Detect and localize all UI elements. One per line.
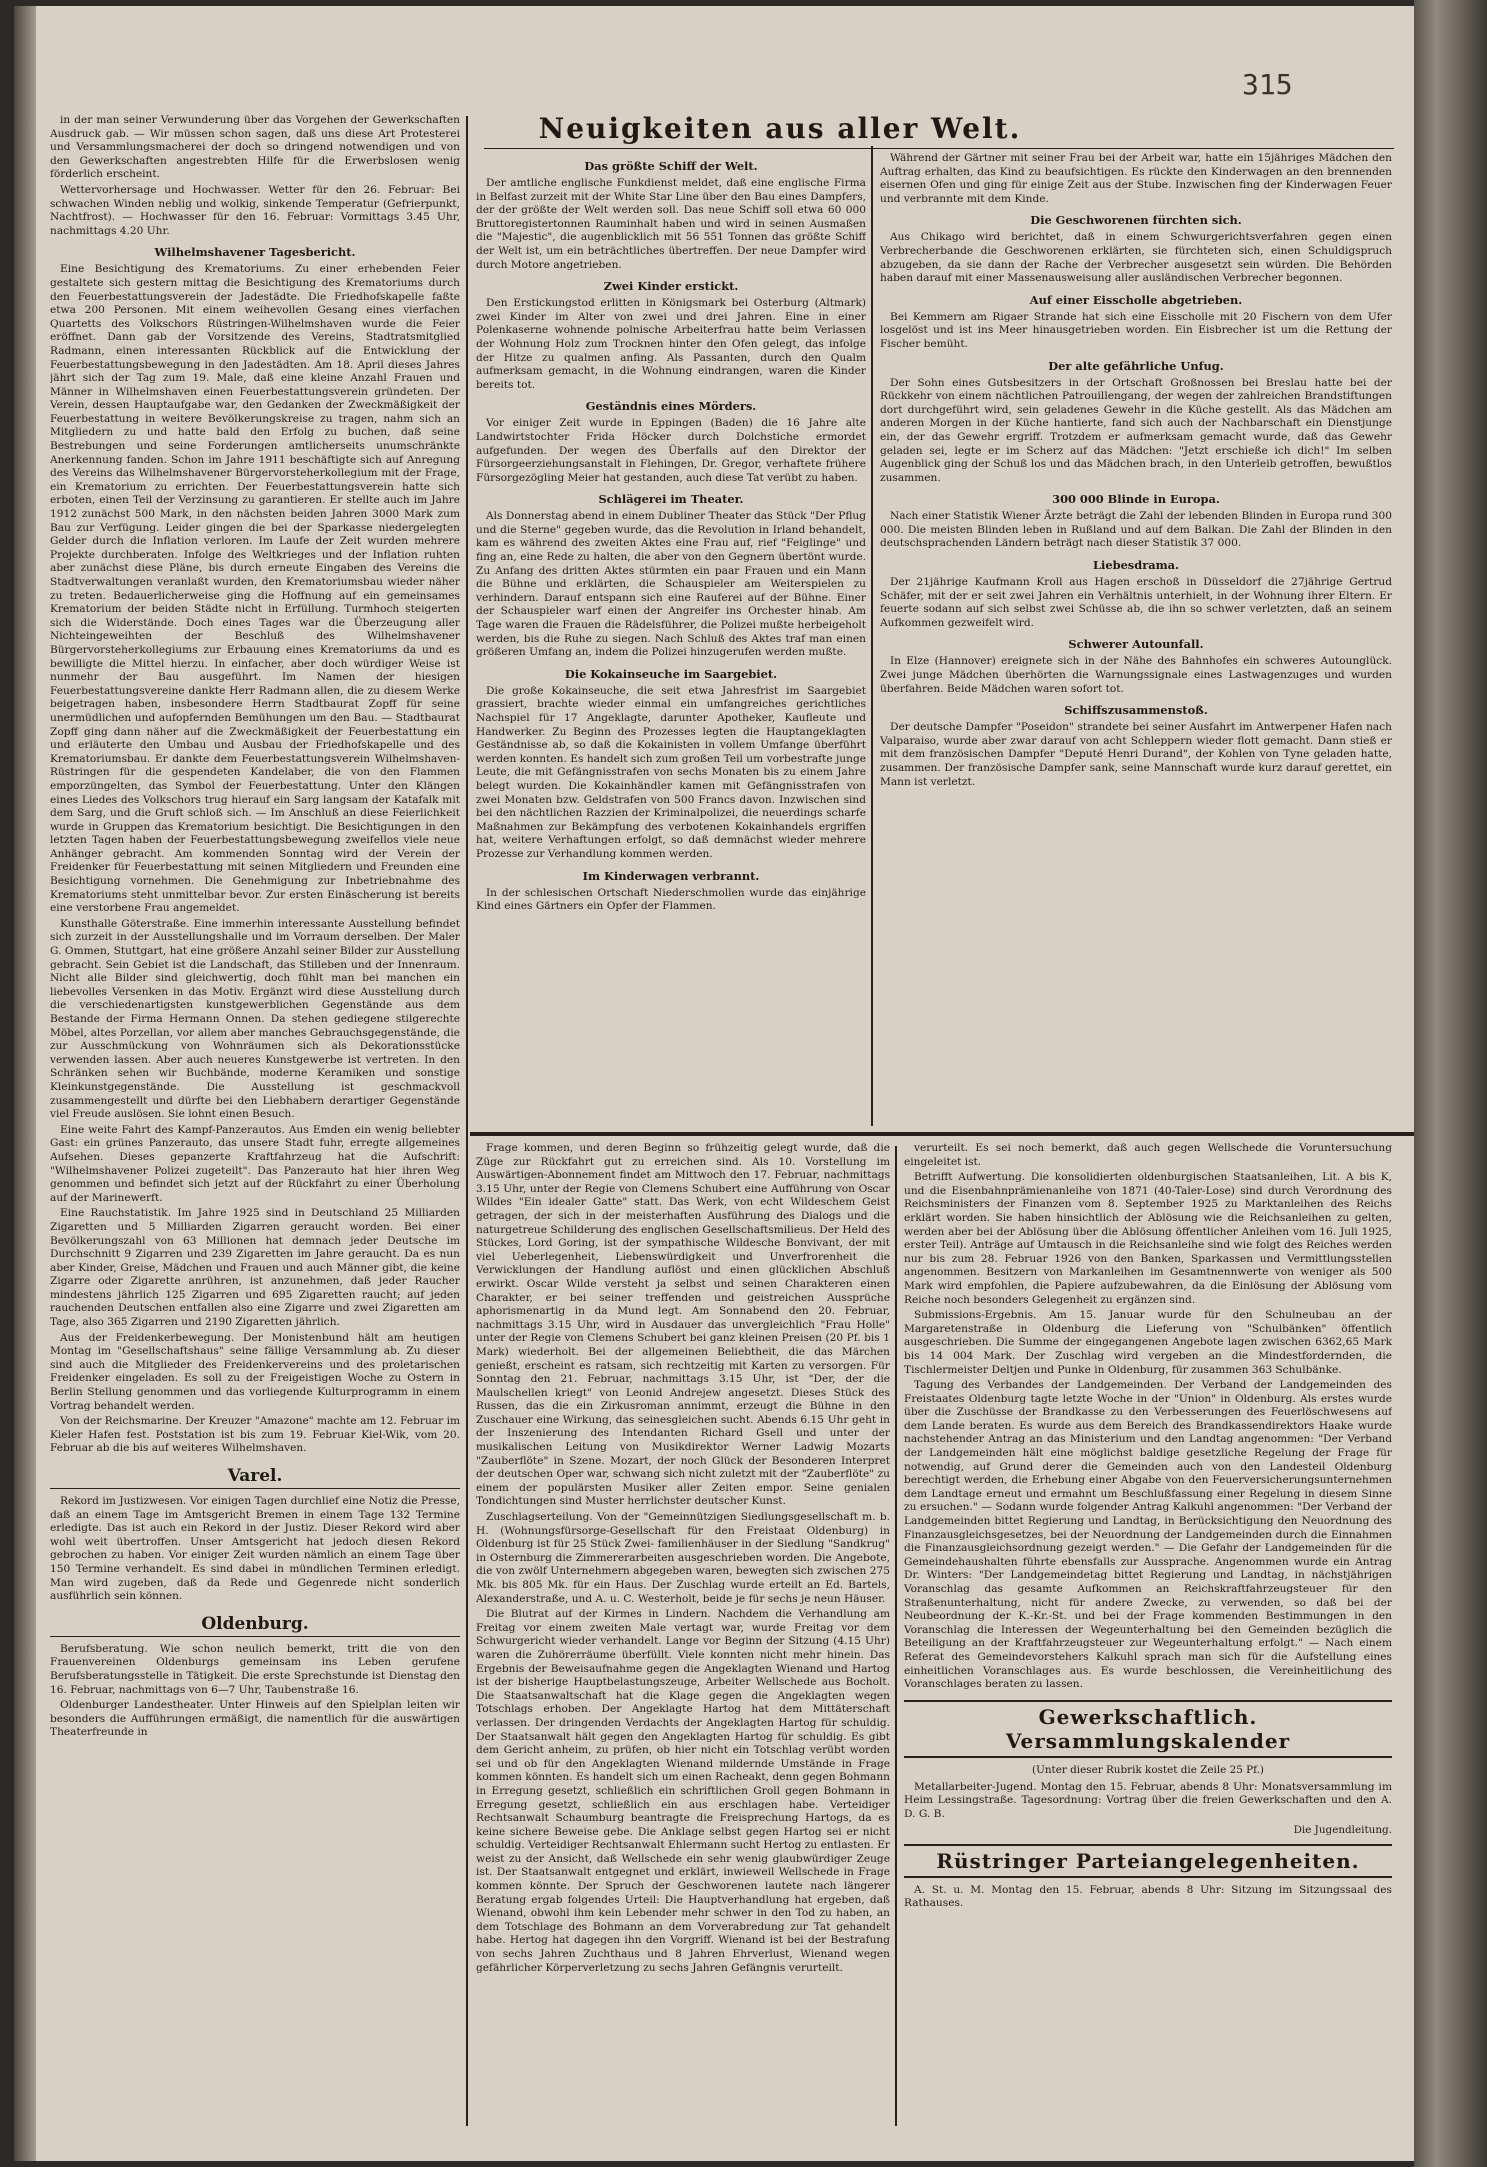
column-rule: [871, 146, 873, 1126]
section-heading-varel: Varel.: [50, 1466, 460, 1489]
article-heading: Liebesdrama.: [1093, 558, 1179, 573]
article-paragraph: In Elze (Hannover) ereignete sich in der Nähe des Bahnhofes ein schweres Autounglück. Zwei junge Mädchen überhörten die Warnungssignale eines Lastwagenzuges und wurden überfahren. Beide Mädchen waren sofort tot.: [880, 655, 1392, 695]
article-heading: Schiffszusammenstoß.: [1064, 703, 1208, 718]
article-heading: Die Geschworenen fürchten sich.: [1030, 213, 1242, 228]
article-heading: Zwei Kinder erstickt.: [603, 279, 739, 294]
article-heading: Das größte Schiff der Welt.: [584, 159, 758, 173]
article-paragraph: Eine Rauchstatistik. Im Jahre 1925 sind in Deutschland 25 Milliarden Zigaretten und 5 Milliarden Zigarren geraucht worden. Bei einer Bevölkerungszahl von 63 Millionen hat demnach jeder Deutsche im Durchschnitt 9 Zigarren und 239 Zigaretten im Jahre geraucht. Da es nun aber Kinder, Greise, Mädchen und Frauen und auch Männer gibt, die keine Zigarre oder Zigarette anrühren, ist anzunehmen, daß jeder Raucher mindestens jährlich 125 Zigarren und 695 Zigaretten raucht; auf jeden rauchenden Deutschen entfallen also eine Zigarre und zwei Zigaretten am Tage, also 365 Zigarren und 2190 Zigaretten jährlich.: [50, 1207, 460, 1329]
article-paragraph: Den Erstickungstod erlitten in Königsmark bei Osterburg (Altmark) zwei Kinder im Alter von zwei und drei Jahren. Eine in einer Polenkaserne wohnende polnische Arbeiterfrau hatte beim Verlassen der Wohnung Holz zum Trocknen hinter den Ofen gelegt, das infolge der Hitze zu qualmen anfing. Als Passanten, durch den Qualm aufmerksam gemacht, in die Wohnung eindrangen, waren die Kinder bereits tot.: [476, 297, 866, 391]
article-paragraph: in der man seiner Verwunderung über das Vorgehen der Gewerkschaften Ausdruck gab. — Wir müssen schon sagen, daß uns diese Art Protesterei und Versammlungsmacherei der doch so dringend notwendigen und von den Gewerkschaften angestrebten Hilfe für die Erwerbslosen wenig förderlich erscheint.: [50, 114, 460, 181]
article-paragraph: Tagung des Verbandes der Landgemeinden. Der Verband der Landgemeinden des Freistaates Oldenburg tagte letzte Woche in der "Union" in Oldenburg. Als erstes wurde über die Zuschüsse der Brandkasse zu den Verbesserungen des Feuerlöschwesens auf dem Lande beraten. Es wurde aus dem Bereich des Brandkassendirektors Haake wurde nachstehender Antrag an das Ministerium und den Landtag angenommen: "Der Verband der Landgemeinden hält eine möglichst baldige gesetzliche Regelung der Frage für notwendig, auf Grund derer die Gemeinden auch von den Landesteil Oldenburg berechtigt werden, die Erhebung einer Abgabe von den Feuerversicherungsunternehmen dem Landtage erneut und ermahnt um Beschlußfassung einer Regelung in diesem Sinne zu ersuchen." — Sodann wurde folgender Antrag Kalkuhl angenommen: "Der Verband der Landgemeinden bittet Regierung und Landtag, in Berücksichtigung den Neuordnung des Finanzausgleichsgesetzes, bei der Neuordnung der Landgemeinden durch die Einnahmen die Finanzausgleichsordnung gezeigt werden." — Die Gefahr der Landgemeinden für die Gemeindehaushalten führte ebensfalls zur Aussprache. Angenommen wurde ein Antrag Dr. Winters: "Der Landgemeindetag bittet Regierung und Landtag, in nächstjährigen Voranschlag das gesamte Aufkommen an Reichskraftfahrzeugsteuer für den Straßenunterhaltung, nicht für andere Zwecke, zu verwenden, so daß bei der Neubeordnung der K.-Kr.-St. und bei der Frage kommenden Bestimmungen in den Voranschlag die Interessen der Wegeunterhaltung bei den Gemeinden bezüglich die Beteiligung an der Kraftfahrzeugsteuer zur Wegeunterhaltung erfolgt." — Nach einem Referat des Gemeindevorstehers Kalkuhl sprach man sich für die Aufstellung eines einheitlichen Voranschlages aus. Es wurde beschlossen, die Vereinheitlichung des Voranschlages beraten zu lassen.: [904, 1379, 1392, 1691]
article-paragraph: Die Blutrat auf der Kirmes in Lindern. Nachdem die Verhandlung am Freitag vor einem zweiten Male vertagt war, wurde Freitag vor dem Schwurgericht wieder verhandelt. Lange vor Beginn der Sitzung (4.15 Uhr) waren die Zuhörerräume überfüllt. Viele konnten nicht mehr hinein. Das Ergebnis der Beweisaufnahme gegen die Angeklagten Wienand und Hartog ist der bisherige Hauptbelastungszeuge, Arbeiter Wellschede aus Bocholt. Die Staatsanwaltschaft hat die Klage gegen die Angeklagten wegen Totschlags erhoben. Der Angeklagte Hartog hat dem Mittäterschaft verlassen. Der dringenden Verdachts der Angeklagten Hartog für schuldig. Der Staatsanwalt hält gegen den Angeklagten Hartog für schuldig. Es gibt dem Gericht anheim, zu prüfen, ob hier nicht ein Totschlag verübt worden sei und ob für den Angeklagten Wienand mildernde Umstände in Frage kommen könnten. Es handelt sich um einen Racheakt, denn gegen Bohmann in Erregung gesetzt, schließlich ein schriftlichen Groll gegen Bohmann in Erregung gesetzt, schließlich ein aus erschlagen habe. Verteidiger Rechtsanwalt Schaumburg beantragte die Freisprechung Hartogs, da es keine sichere Beweise gebe. Die Anklage selbst gegen Hartog sei er nicht schuldig. Verteidiger Rechtsanwalt Ehlermann sucht Hertog zu entlasten. Er weist zu der Ansicht, daß Wellschede ein sehr wenig glaubwürdiger Zeuge ist. Der Staatsanwalt entgegnet und erklärt, inwieweil Wellschede in Frage kommen könnte. Der Spruch der Geschworenen lautete nach längerer Beratung ergab folgendes Urteil: Die Hauptverhandlung hat ergeben, daß Wienand, obwohl ihm kein Lebender mehr schwer in den Tod zu haben, an dem Totschlage des Bohmann an dem Vorverabredung zur Tat gehandelt habe. Hertog hat dagegen ihn den Vorgriff. Wienand ist bei der Bestrafung von sechs Jahren Zuchthaus und 8 Jahren Ehrverlust, Wienand wegen gefährlicher Körperverletzung zu sechs Jahren Gefängnis verurteilt.: [476, 1608, 890, 1974]
article-paragraph: Zuschlagserteilung. Von der "Gemeinnützigen Siedlungsgesellschaft m. b. H. (Wohnungsfürsorge-Gesellschaft für den Freistaat Oldenburg) in Oldenburg ist für 25 Stück Zwei- familienhäuser in der Siedlung "Sandkrug" in Osternburg die Zimmererarbeiten ausgeschrieben worden. Die Angebote, die von zwölf Unternehmern abgegeben waren, bewegten sich zwischen 275 Mk. bis 805 Mk. für ein Haus. Der Zuschlag wurde erteilt an Ed. Bartels, Alexanderstraße, und A. u. C. Westerholt, beide je für sechs je neun Häuser.: [476, 1511, 890, 1605]
article-paragraph: Als Donnerstag abend in einem Dubliner Theater das Stück "Der Pflug und die Sterne" gegeben wurde, das die Revolution in Irland behandelt, kam es während des zweiten Aktes eine Frau auf, rief "Feiglinge" und fing an, eine Rede zu halten, die aber von den Gegnern übertönt wurde. Zu Anfang des dritten Aktes stürmten ein paar Frauen und ein Mann die Bühne und erklärten, die Schauspieler am Weiterspielen zu verhindern. Darauf entspann sich eine Rauferei auf der Bühne. Einer der Schauspieler warf einen der Angreifer ins Orchester hinab. Am Tage waren die Frauen die Rädelsführer, die Polizei mußte herbeigeholt werden, bis die Ruhe zu siegen. Nach Schluß des Aktes traf man einen größeren Umfang an, indem die Polizei hinzugerufen werden mußte.: [476, 510, 866, 659]
column-2: [476, 152, 866, 1128]
section-heading: Wilhelmshavener Tagesbericht.: [154, 245, 356, 260]
binding-shadow: [14, 6, 36, 2161]
article-paragraph: Der amtliche englische Funkdienst meldet, daß eine englische Firma in Belfast zurzeit mit der White Star Line über den Bau eines Dampfers, der der größte der Welt werden soll. Das neue Schiff soll etwa 60 000 Bruttoregistertonnen Rauminhalt haben und wird in seinen Ausmaßen die "Majestic", die augenblicklich mit 56 551 Tonnen das größte Schiff der Welt ist, um ein beträchtliches übertreffen. Der neue Dampfer wird durch Motore angetrieben.: [476, 177, 866, 271]
article-paragraph: Vor einiger Zeit wurde in Eppingen (Baden) die 16 Jahre alte Landwirtstochter Frida Höcker durch Dolchstiche ermordet aufgefunden. Der wegen des Überfalls auf den Direktor der Fürsorgeerziehungsanstalt in Flehingen, Dr. Gregor, verhaftete frühere Fürsorgezögling Meier hat gestanden, auch diese Tat verübt zu haben.: [476, 417, 866, 484]
article-heading: Der alte gefährliche Unfug.: [1048, 358, 1224, 373]
article-paragraph: Eine weite Fahrt des Kampf-Panzerautos. Aus Emden ein wenig beliebter Gast: ein grünes Panzerauto, das unsere Stadt fuhr, erregte allgemeines Aufsehen. Dieses gepanzerte Kraftfahrzeug hat die Aufschrift: "Wilhelmshavener Polizei zugeteilt". Das Panzerauto hat hier ihren Weg genommen und befindet sich jetzt auf der Rückfahrt zu einer Überholung auf der Marinewerft.: [50, 1123, 460, 1204]
article-paragraph: Kunsthalle Göterstraße. Eine immerhin interessante Ausstellung befindet sich zurzeit in der Ausstellungshalle und im Vorraum derselben. Der Maler G. Ommen, Stuttgart, hat eine größere Anzahl seiner Bilder zur Ausstellung gebracht. Sein Gebiet ist die Landschaft, das Stilleben und der Innenraum. Nicht alle Bilder sind gleichwertig, doch fühlt man bei manchen ein liebevolles Versenken in das Motiv. Ergänzt wird diese Ausstellung durch die verschiedenartigsten kunstgewerblichen Gegenstände aus dem Bestande der Firma Hermann Onnen. Da stehen gediegene stilgerechte Möbel, altes Porzellan, vor allem aber manches Gebrauchsgegenstände, die zur Ausschmückung von Wohnräumen sich als Dekorationsstücke verwenden lassen. Aber auch neueres Kunstgewerbe ist vertreten. In den Schränken sehen wir Buchbände, moderne Keramiken und sonstige Kleinkunstgegenstände. Die Ausstellung ist geschmackvoll zusammengestellt und dürfte bei den Liebhabern derartiger Gegenstände viel Freude auslösen. Sie lohnt einen Besuch.: [50, 917, 460, 1121]
article-paragraph: Aus der Freidenkerbewegung. Der Monistenbund hält am heutigen Montag im "Gesellschaftshaus" seine fällige Versammlung ab. Zu dieser sind auch die Mitglieder des Freidenkervereins und des proletarischen Freidenker eingeladen. Es soll zu der Freigeistigen Woche zu Ostern in Berlin Stellung genommen und das vorliegende Kulturprogramm in einem Vortrag behandelt werden.: [50, 1331, 460, 1412]
article-paragraph: Der 21jährige Kaufmann Kroll aus Hagen erschoß in Düsseldorf die 27jährige Gertrud Schäfer, mit der er seit zwei Jahren ein Verhältnis unterhielt, in der Wohnung ihrer Eltern. Er feuerte sodann auf sich selbst zwei Schüsse ab, die ihn so schwer verletzten, daß an seinem Aufkommen gezweifelt wird.: [880, 576, 1392, 629]
party-entry: A. St. u. M. Montag den 15. Februar, abends 8 Uhr: Sitzung im Sitzungssaal des Rathauses.: [904, 1883, 1392, 1910]
party-heading: Rüstringer Parteiangelegenheiten.: [904, 1844, 1392, 1878]
column-rule: [466, 116, 468, 2126]
article-heading: Schlägerei im Theater.: [598, 492, 744, 507]
article-paragraph: Der Sohn eines Gutsbesitzers in der Ortschaft Großnossen bei Breslau hatte bei der Rückkehr von einem nächtlichen Patrouillengang, der wegen der zahlreichen Brandstiftungen dort durchgeführt wird, sein geladenes Gewehr in die Küche gestellt. Als das Mädchen am anderen Morgen in der Küche hantierte, fand sich auch der Nachbarschaft ein Dienstjunge ein, der das Gewehr ergriff. Trotzdem er aufmerksam gemacht wurde, daß das Gewehr geladen sei, legte er im Scherz auf das Mädchen: "Jetzt erschieße ich dich!" Im selben Augenblick ging der Schuß los und das Mädchen brach, in den Unterleib getroffen, bewußtlos zusammen.: [880, 376, 1392, 484]
calendar-signature: Die Jugendleitung.: [1293, 1823, 1392, 1836]
article-paragraph: Submissions-Ergebnis. Am 15. Januar wurde für den Schulneubau an der Margaretenstraße in Oldenburg die Lieferung von "Schulbänken" öffentlich ausgeschrieben. Die Summe der eingegangenen Angebote lagen zwischen 6362,65 Mark bis 14 004 Mark. Der Zuschlag wird vergeben an die Mindestfordernden, die Tischlermeister Deltjen und Punke in Oldenburg, für zusammen 363 Schulbänke.: [904, 1309, 1392, 1376]
article-heading: Die Kokainseuche im Saargebiet.: [564, 666, 778, 681]
article-heading: Im Kinderwagen verbrannt.: [582, 868, 760, 883]
section-divider: [470, 1132, 1414, 1136]
calendar-heading: Gewerkschaftlich. Versammlungskalender: [904, 1700, 1392, 1758]
page-number: 315: [1242, 68, 1293, 101]
article-paragraph: Die große Kokainseuche, die seit etwa Jahresfrist im Saargebiet grassiert, brachte wieder einmal ein umfangreiches gerichtliches Nachspiel für 17 Angeklagte, darunter Apotheker, Kaufleute und Handwerker. Zu Beginn des Prozesses legten die Hauptangeklagten Geständnisse ab, so daß die Kokainisten in vollem Umfange überführt werden konnten. Es handelt sich zum großen Teil um vorbestrafte junge Leute, die mit Gefängnisstrafen von sechs Monaten bis zu einem Jahre belegt wurden. Die Kokainhändler kamen mit Gefängnisstrafen von zwei Monaten bzw. Geldstrafen von 500 Francs davon. Inzwischen sind bei den nächtlichen Razzien der Kriminalpolizei, die neuerdings scharfe Maßnahmen zur Bekämpfung des verbotenen Kokainhandels ergriffen hat, weitere Verhaftungen erfolgt, so daß demnächst wieder mehrere Prozesse zur Verhandlung kommen werden.: [476, 684, 866, 860]
article-paragraph: Während der Gärtner mit seiner Frau bei der Arbeit war, hatte ein 15jähriges Mädchen den Auftrag erhalten, das Kind zu beaufsichtigen. Es rückte den Kinderwagen an den brennenden eisernen Ofen und ging für einige Zeit aus der Stube. Inzwischen fing der Kinderwagen Feuer und verbrannte mit dem Kinde.: [880, 152, 1392, 205]
article-paragraph: Nach einer Statistik Wiener Ärzte beträgt die Zahl der lebenden Blinden in Europa rund 300 000. Die meisten Blinden leben in Rußland und auf dem Balkan. Die Zahl der Blinden in den deutschsprachenden Ländern beträgt nach dieser Statistik 37 000.: [880, 510, 1392, 550]
section-heading-oldenburg: Oldenburg.: [50, 1614, 460, 1637]
newspaper-page: [14, 6, 1414, 2161]
article-paragraph: In der schlesischen Ortschaft Niederschmollen wurde das einjährige Kind eines Gärtners ein Opfer der Flammen.: [476, 886, 866, 913]
article-heading: Geständnis eines Mörders.: [585, 399, 757, 414]
article-paragraph: verurteilt. Es sei noch bemerkt, daß auch gegen Wellschede die Voruntersuchung eingeleitet ist.: [904, 1142, 1392, 1168]
article-paragraph: Eine Besichtigung des Krematoriums. Zu einer erhebenden Feier gestaltete sich gestern mittag die Besichtigung des Krematoriums durch den Feuerbestattungsverein der Jadestädte. Die Friedhofskapelle faßte etwa 200 Personen. Mit einem weihevollen Gesang eines vierfachen Quartetts des Volkschors Rüstringen-Wilhelmshaven wurde die Feier eröffnet. Dann gab der Vorsitzende des Vereins, Stadtratsmitglied Radmann, einen interessanten Rückblick auf die Entwicklung der Feuerbestattungsbewegung in den Jadestädten. Am 18. April dieses Jahres jährt sich der Tag zum 19. Male, daß eine kleine Anzahl Frauen und Männer in Wilhelmshaven einen Feuerbestattungsverein gründeten. Der Verein, dessen Hauptaufgabe war, den Gedanken der Zweckmäßigkeit der Feuerbestattung in weitere Bevölkerungskreise zu tragen, nahm sich an Mitgliedern zu und hatte bald den Erfolg zu buchen, daß seine Bestrebungen und seine Forderungen amtlicherseits unumschränkte Anerkennung fanden. Schon im Jahre 1911 beschäftigte sich auf Anregung des Vereins das Wilhelmshavener Bürgervorsteherkollegium mit der Frage, ein Krematorium zu errichten. Der Feuerbestattungsverein hatte sich erboten, einen Teil der Verzinsung zu garantieren. Er stellte auch im Jahre 1912 zunächst 500 Mark, in den nächsten beiden Jahren 3000 Mark zum Bau zur Verfügung. Leider gingen die bei der Sparkasse niedergelegten Gelder durch die Inflation verloren. Im Laufe der Zeit wurden mehrere Projekte durchberaten. Infolge des Weltkrieges und der Inflation ruhten aber zunächst diese Pläne, bis durch erneute Eingaben des Vereins die Stadtverwaltungen veranlaßt wurden, den Krematoriumsbau wieder näher zu treten. Bedauerlicherweise ging die Hoffnung auf ein gemeinsames Krematorium der beiden Städte nicht in Erfüllung. Turmhoch steigerten sich die Widerstände. Doch eines Tages war die Überzeugung aller Nichteingeweihten der Beschluß des Wilhelmshavener Bürgervorsteherkollegiums zur Erbauung eines Krematoriums da und es bewilligte die Mittel hierzu. In einfacher, aber doch würdiger Weise ist nunmehr der Bau ausgeführt. Im Namen der hiesigen Feuerbestattungsvereine dankte Herr Radmann allen, die zu diesem Werke beigetragen haben, insbesondere Herrn Stadtbaurat Zopff für seine unermüdlichen und aufopfernden Bemühungen um den Bau. — Stadtbaurat Zopff ging dann näher auf die Zweckmäßigkeit der Feuerbestattung ein und erläuterte den Umbau und Ausbau der Friedhofskapelle und des Krematoriumsbau. Er dankte dem Feuerbestattungsverein Wilhelmshaven-Rüstringen für die gespendeten Kandelaber, die von den Flammen emporzüngelten, das Symbol der Feuerbestattung. Unter den Klängen eines Liedes des Volkschors trug hierauf ein Sarg langsam der Katafalk mit dem Sarg, und die Gruft schloß sich. — Im Anschluß an diese Feierlichkeit wurde in Gruppen das Krematorium besichtigt. Die Besichtigungen in den letzten Tagen haben der Feuerbestattungsbewegung zweifellos viele neue Anhänger gebracht. Am kommenden Sonntag wird der Verein der Freidenker für Feuerbestattung mit seinen Mitgliedern und Freunden eine Besichtigung vornehmen. Die Genehmigung zur Inbetriebnahme des Krematoriums steht unmittelbar bevor. Zur ersten Einäscherung ist bereits eine verstorbene Frau angemeldet.: [50, 263, 460, 915]
article-paragraph: Wettervorhersage und Hochwasser. Wetter für den 26. Februar: Bei schwachen Winden neblig und wolkig, sinkende Temperatur (Gefrierpunkt, Nachtfrost). — Hochwasser für den 16. Februar: Vormittags 3.45 Uhr, nachmittags 4.20 Uhr.: [50, 183, 460, 237]
article-heading: Schwerer Autounfall.: [1068, 637, 1204, 652]
article-paragraph: Berufsberatung. Wie schon neulich bemerkt, tritt die von den Frauenvereinen Oldenburgs gemeinsam ins Leben gerufene Berufsberatungsstelle in Tätigkeit. Die erste Sprechstunde ist Dienstag den 16. Februar, nachmittags von 6—7 Uhr, Taubenstraße 16.: [50, 1642, 460, 1696]
article-paragraph: Rekord im Justizwesen. Vor einigen Tagen durchlief eine Notiz die Presse, daß an einem Tage im Amtsgericht Bremen in einem Tage 132 Termine erledigte. Das ist auch ein Rekord in der Justiz. Dieser Rekord wird aber wohl weit übertroffen. Unser Amtsgericht hat jedoch diesen Rekord gebrochen zu haben. Vor einiger Zeit wurden nämlich an einem Tage über 150 Termine verhandelt. Es sind dabei in mündlichen Terminen erledigt. Man wird zugeben, daß da Rede und Gegenrede nicht sonderlich ausführlich sein können.: [50, 1495, 460, 1603]
section-masthead: Neuigkeiten aus aller Welt.: [538, 112, 1022, 145]
article-paragraph: Aus Chikago wird berichtet, daß in einem Schwurgerichtsverfahren gegen einen Verbrecherbande die Geschworenen erklärten, sie fürchteten sich, einen Schuldigspruch abzugeben, da sie dann der Rache der Verbrecher ausgesetzt sein würden. Die Behörden haben darauf mit einer Massenausweisung aller ausländischen Verbrecher begonnen.: [880, 231, 1392, 285]
article-paragraph: Frage kommen, und deren Beginn so frühzeitig gelegt wurde, daß die Züge zur Rückfahrt gut zu erreichen sind. Als 10. Vorstellung im Auswärtigen-Abonnement findet am Mittwoch den 17. Februar, nachmittags 3.15 Uhr, unter der Regie von Clemens Schubert eine Aufführung von Oscar Wildes "Ein idealer Gatte" statt. Das Werk, von echt Wildeschem Geist getragen, der sich in der meisterhaften Ausführung des Dialogs und die naturgetreue Schilderung des englischen Gesellschaftsmilieus. Der Held des Stückes, Lord Goring, ist der sympathische Wildesche Bonvivant, der mit viel Ueberlegenheit, Liebenswürdigkeit und Unverfrorenheit die Verwicklungen der Handlung auflöst und einen glücklichen Abschluß erwirkt. Oscar Wilde versteht ja selbst und seinen Charakteren einen Charakter, er bei seiner treffenden und geistreichen Aussprüche aphorismenartig in da Mund legt. Am Sonnabend den 20. Februar, nachmittags 3.15 Uhr, wird in Ausdauer das unvergleichlich "Frau Holle" unter der Regie von Clemens Schubert bei ganz kleinen Preisen (20 Pf. bis 1 Mark) wiederholt. Bei der allgemeinen Beliebtheit, die das Märchen genießt, erscheint es ratsam, sich rechtzeitig mit Karten zu versorgen. Für Sonntag den 21. Februar, nachmittags 3.15 Uhr, ist "Der, der die Maulschellen kriegt" von Leonid Andrejew angesetzt. Dieses Stück des Russen, das die ein Zirkusroman annimmt, erzeugt die Bühne in den Zuschauer eine Wirkung, das seinesgleichen sucht. Abends 6.15 Uhr geht in der Inszenierung des Intendanten Richard Gsell und unter der musikalischen Leitung von Musikdirektor Werner Ladwig Mozarts "Zauberflöte" in Szene. Mozart, der noch Glück der Besonderen Interpret der deutschen Oper war, schwang sich nicht zuletzt mit der "Zauberflöte" zu einem der populärsten Musiker aller Zeiten empor. Seine genialen Tondichtungen sind Muster herrlichster deutscher Kunst.: [476, 1142, 890, 1508]
article-paragraph: Der deutsche Dampfer "Poseidon" strandete bei seiner Ausfahrt im Antwerpener Hafen nach Valparaiso, wurde aber zwar darauf von acht Schleppern wieder flott gemacht. Dann stieß er mit dem französischen Dampfer "Deputé Henri Durand", der Kohlen von Tyne geladen hatte, zusammen. Der französische Dampfer sank, seine Mannschaft wurde kurz darauf gerettet, ein Mann ist verletzt.: [880, 721, 1392, 788]
masthead-underline: [484, 148, 1394, 149]
article-paragraph: Oldenburger Landestheater. Unter Hinweis auf den Spielplan leiten wir besonders die Aufführungen ermäßigt, die namentlich für die auswärtigen Theaterfreunde in: [50, 1699, 460, 1739]
column-5: [904, 1142, 1392, 2152]
article-heading: Auf einer Eisscholle abgetrieben.: [1029, 292, 1243, 307]
article-paragraph: Bei Kemmern am Rigaer Strande hat sich eine Eisscholle mit 20 Fischern von dem Ufer losgelöst und ist ins Meer hinausgetrieben worden. Ein Eisbrecher ist um die Rettung der Fischer bemüht.: [880, 310, 1392, 350]
calendar-entry: Metallarbeiter-Jugend. Montag den 15. Februar, abends 8 Uhr: Monatsversammlung im Heim Lessingstraße. Tagesordnung: Vortrag über die freien Gewerkschaften und den A. D. G. B.: [904, 1780, 1392, 1820]
calendar-subheading: (Unter dieser Rubrik kostet die Zeile 25 Pf.): [1032, 1763, 1264, 1776]
article-heading: 300 000 Blinde in Europa.: [1052, 492, 1220, 507]
book-spine: [1414, 0, 1487, 2167]
column-4: [476, 1142, 890, 2152]
column-3: [880, 152, 1392, 1128]
article-paragraph: Von der Reichsmarine. Der Kreuzer "Amazone" machte am 12. Februar im Kieler Hafen fest. Poststation ist bis zum 19. Februar Kiel-Wik, vom 20. Februar ab die bis auf weiteres Wilhelmshaven.: [50, 1415, 460, 1455]
column-rule: [895, 1146, 897, 2126]
article-paragraph: Betrifft Aufwertung. Die konsolidierten oldenburgischen Staatsanleihen, Lit. A bis K, und die Eisenbahnprämienanleihe von 1871 (40-Taler-Lose) sind durch Verordnung des Reichsministers der Finanzen vom 8. September 1925 zu Marktanleihen des Reichs erklärt worden. Sie haben hinsichtlich der Ablösung wie die Reichsanleihen zu gelten, werden aber bei der Ablösung über die Ablösung öffentlicher Anleihen vom 16. Juli 1925, erster Teil). Anträge auf Umtausch in die Reichsanleihe sind wie folgt des Reiches werden nur bis zum 28. Februar 1926 von den Banken, Sparkassen und Vermittlungsstellen angenommen. Besitzern von Markanleihen im Gesamtnennwerte von weniger als 500 Mark wird empfohlen, die Papiere aufzubewahren, da die Einlösung der Ablösung vom Reiche noch besonders Gelegenheit zu ergänzen sind.: [904, 1171, 1392, 1306]
column-1: [50, 114, 460, 2159]
